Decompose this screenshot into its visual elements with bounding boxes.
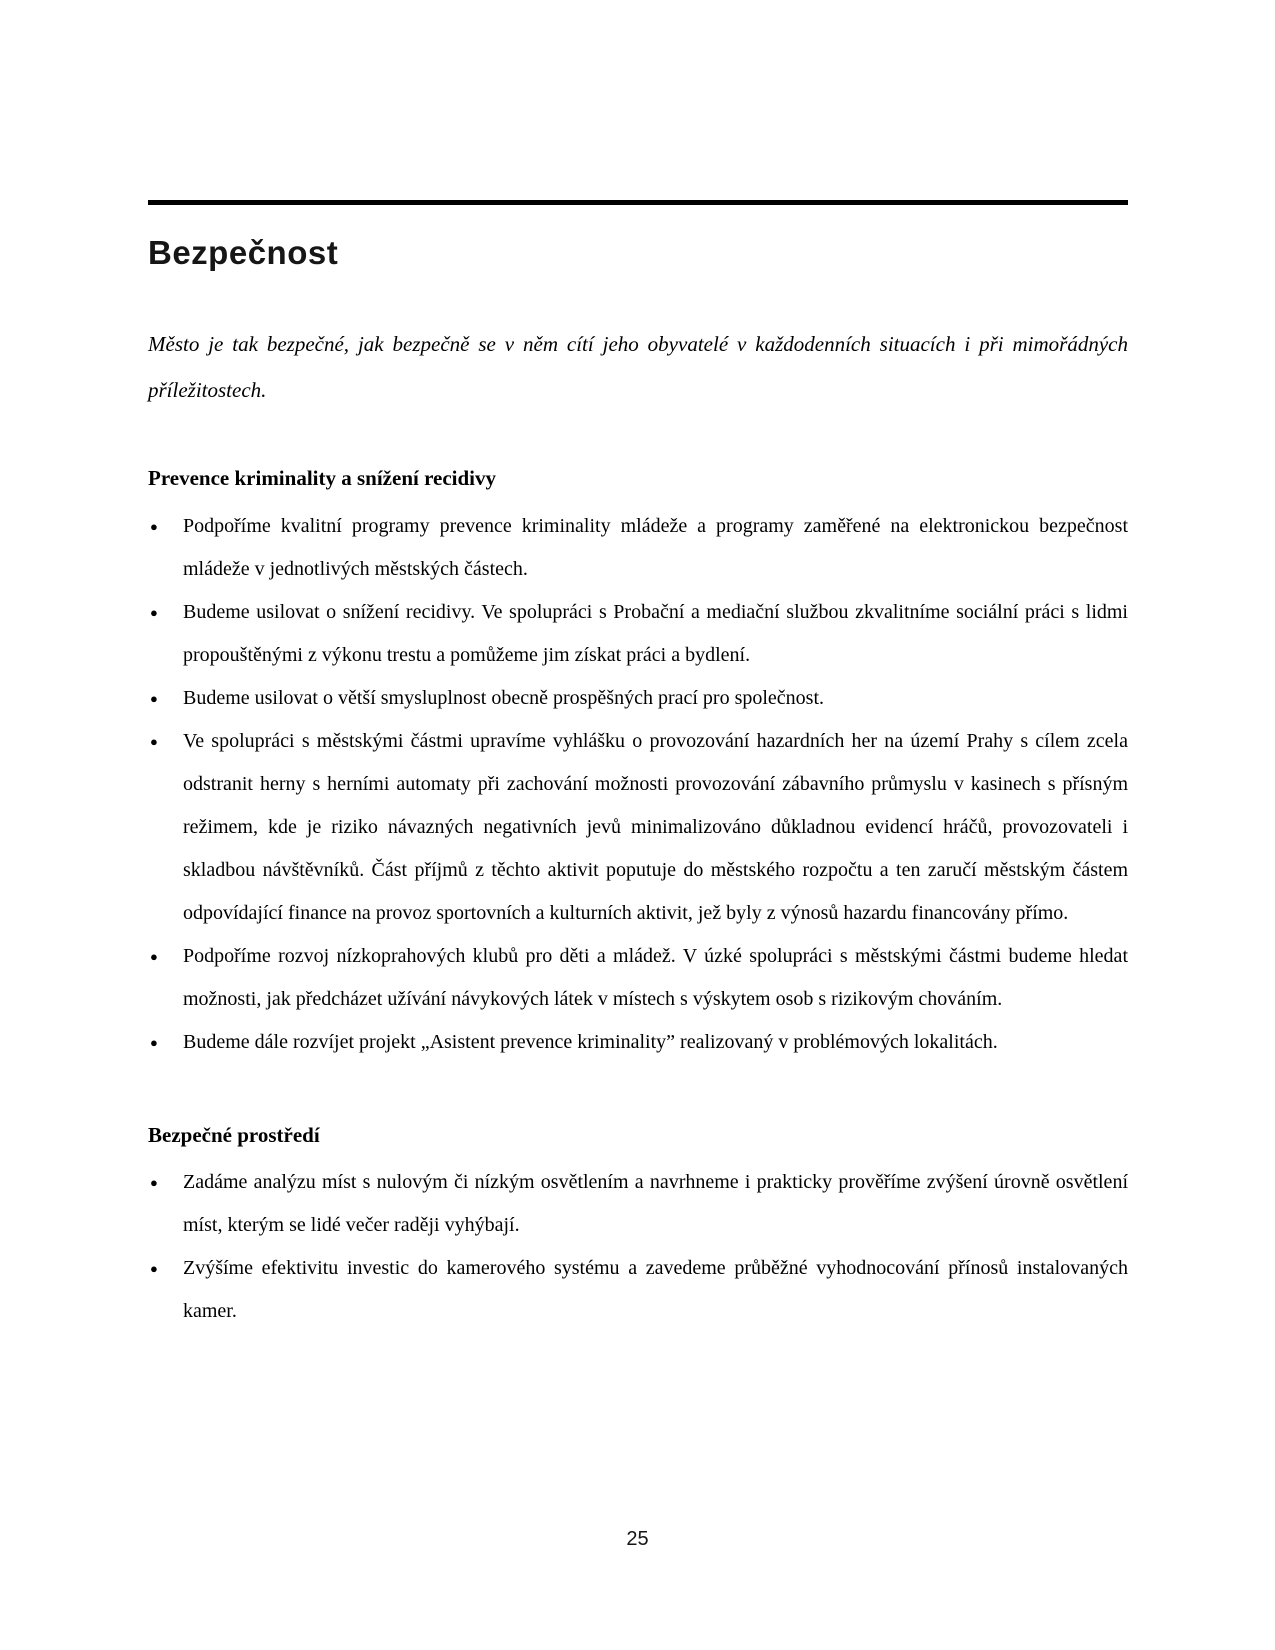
- bullet-icon: ●: [150, 604, 158, 620]
- bullet-text: Ve spolupráci s městskými částmi upravíme vyhlášku o provozování hazardních her na území Prahy s cílem zcela odstranit herny s herními automaty při zachování možnosti provozování zábavního průmyslu v kasinech s přísným režimem, kde je riziko návazných negativních jevů minimalizováno důkladnou evidencí hráčů, provozovateli i skladbou návštěvníků. Část příjmů z těchto aktivit poputuje do městského rozpočtu a ten zaručí městským částem odpovídající finance na provoz sportovních a kulturních aktivit, jež byly z výnosů hazardu financovány přímo.: [183, 729, 1128, 924]
- bullet-icon: ●: [150, 948, 158, 964]
- bullet-text: Budeme usilovat o snížení recidivy. Ve spolupráci s Probační a mediační službou zkvalitníme sociální práci s lidmi propouštěnými z výkonu trestu a pomůžeme jim získat práci a bydlení.: [183, 600, 1128, 666]
- bullet-text: Budeme usilovat o větší smysluplnost obecně prospěšných prací pro společnost.: [183, 686, 825, 709]
- bullet-icon: ●: [150, 690, 158, 706]
- bullet-icon: ●: [150, 733, 158, 749]
- bullet-icon: ●: [150, 1034, 158, 1050]
- list-item: [148, 1247, 1128, 1333]
- bullet-text: Podpoříme rozvoj nízkoprahových klubů pro děti a mládež. V úzké spolupráci s městskými částmi budeme hledat možnosti, jak předcházet užívání návykových látek v místech s výskytem osob s rizikovým chováním.: [183, 944, 1128, 1010]
- list-item: [148, 935, 1128, 1021]
- bullet-text: Budeme dále rozvíjet projekt „Asistent prevence kriminality” realizovaný v problémových lokalitách.: [183, 1030, 998, 1053]
- bullet-text: Zadáme analýzu míst s nulovým či nízkým osvětlením a navrhneme i prakticky prověříme zvýšení úrovně osvětlení míst, kterým se lidé večer raději vyhýbají.: [183, 1170, 1128, 1236]
- section-heading-prevence: Prevence kriminality a snížení recidivy: [148, 466, 497, 491]
- bullet-icon: ●: [150, 1174, 158, 1190]
- page-number: 25: [626, 1528, 649, 1550]
- bullet-list-prostredi: [148, 1161, 1128, 1333]
- list-item: [148, 720, 1128, 935]
- bullet-text: Podpoříme kvalitní programy prevence kriminality mládeže a programy zaměřené na elektronickou bezpečnost mládeže v jednotlivých městských částech.: [183, 514, 1128, 580]
- section-heading-prostredi: Bezpečné prostředí: [148, 1122, 320, 1147]
- list-item: [148, 591, 1128, 677]
- bullet-list-prevence: [148, 505, 1128, 1064]
- bullet-text: Zvýšíme efektivitu investic do kamerového systému a zavedeme průběžné vyhodnocování přínosů instalovaných kamer.: [183, 1256, 1128, 1322]
- bullet-icon: ●: [150, 1260, 158, 1276]
- page-title: Bezpečnost: [148, 234, 339, 271]
- list-item: [148, 677, 1128, 720]
- list-item: [148, 505, 1128, 591]
- intro-paragraph: Město je tak bezpečné, jak bezpečně se v něm cítí jeho obyvatelé v každodenních situacích i při mimořádných příležitostech.: [148, 332, 1128, 403]
- header-rule: [148, 200, 1128, 205]
- list-item: [148, 1161, 1128, 1247]
- bullet-icon: ●: [150, 518, 158, 534]
- list-item: [148, 1021, 1128, 1064]
